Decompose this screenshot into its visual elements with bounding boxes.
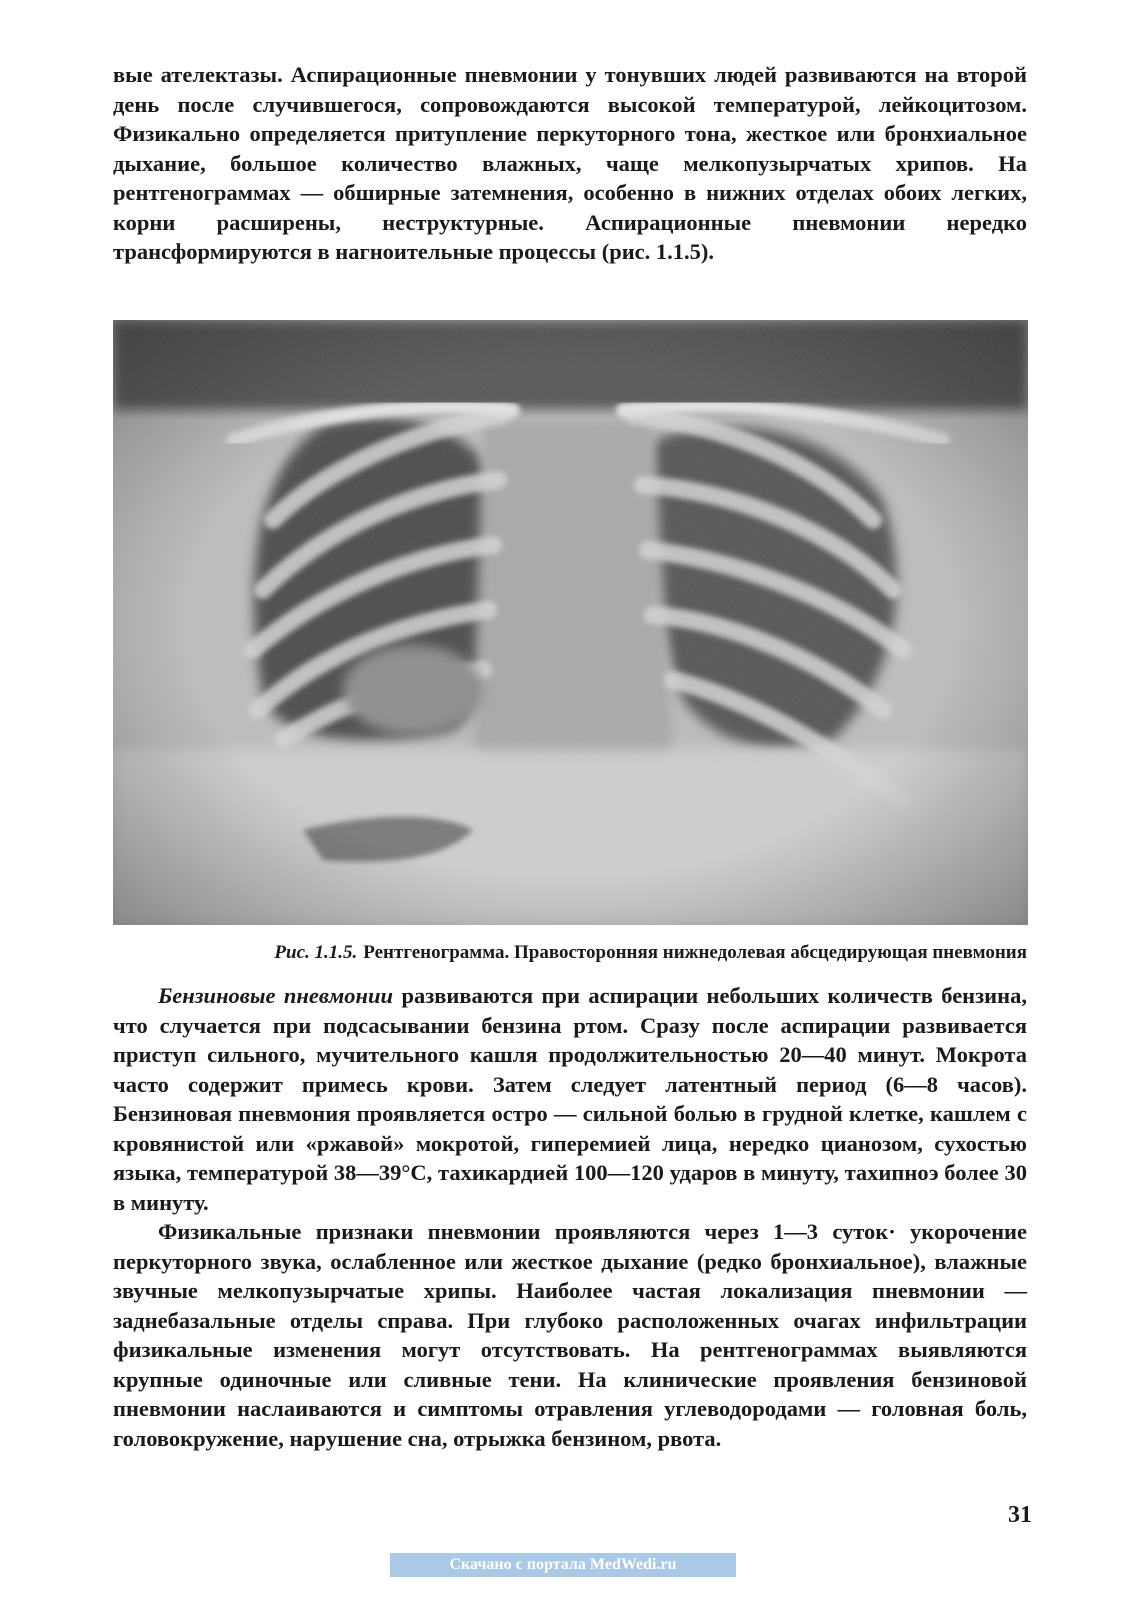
paragraph-2	[113, 981, 1027, 1217]
paragraph-2-text: развиваются при аспирации небольших количеств бензина, что случается при подсасывании бензина ртом. Сразу после аспирации развивается приступ сильного, мучительного кашля продолжительностью 20—40 минут. Мокрота часто содержит примесь крови. Затем следует латентный период (6—8 часов). Бензиновая пневмония проявляется остро — сильной болью в грудной клетке, кашлем с кровянистой или «ржавой» мокротой, гиперемией лица, нередко цианозом, сухостью языка, температурой 38—39°С, тахикардией 100—120 ударов в минуту, тахипноэ более 30 в минуту.	[113, 983, 1027, 1215]
paragraph-1: вые ателектазы. Аспирационные пневмонии у тонувших людей развиваются на второй день после случившегося, сопровождаются высокой температурой, лейкоцитозом. Физикально определяется притупление перкуторного тона, жесткое или бронхиальное дыхание, большое количество влажных, чаще мелкопузырчатых хрипов. На рентгенограммах — обширные затемнения, особенно в нижних отделах обоих легких, корни расширены, неструктурные. Аспирационные пневмонии нередко трансформируются в нагноительные процессы (рис. 1.1.5).	[113, 62, 1027, 264]
page-number: 31	[1008, 1502, 1032, 1528]
figure-reference: Рис. 1.1.5.	[274, 942, 358, 963]
paragraph-2-lead: Бензиновые пневмонии	[158, 983, 394, 1008]
watermark-banner: Скачано с портала MedWedi.ru	[390, 1553, 736, 1577]
xray-figure	[113, 320, 1028, 925]
figure-caption	[113, 942, 1027, 964]
paragraph-3: Физикальные признаки пневмонии проявляются через 1—3 суток· укорочение перкуторного звука, ослабленное или жесткое дыхание (редко бронхиальное), влажные звучные мелкопузырчатые хрипы. Наиболее частая локализация пневмонии — заднебазальные отделы справа. При глубоко расположенных очагах инфильтрации физикальные изменения могут отсутствовать. На рентгенограммах выявляются крупные одиночные или сливные тени. На клинические проявления бензиновой пневмонии наслаиваются и симптомы отравления углеводородами — головная боль, головокружение, нарушение сна, отрыжка бензином, рвота.	[113, 1219, 1027, 1451]
figure-caption-text: Рентгенограмма. Правосторонняя нижнедолевая абсцедирующая пневмония	[363, 942, 1027, 963]
